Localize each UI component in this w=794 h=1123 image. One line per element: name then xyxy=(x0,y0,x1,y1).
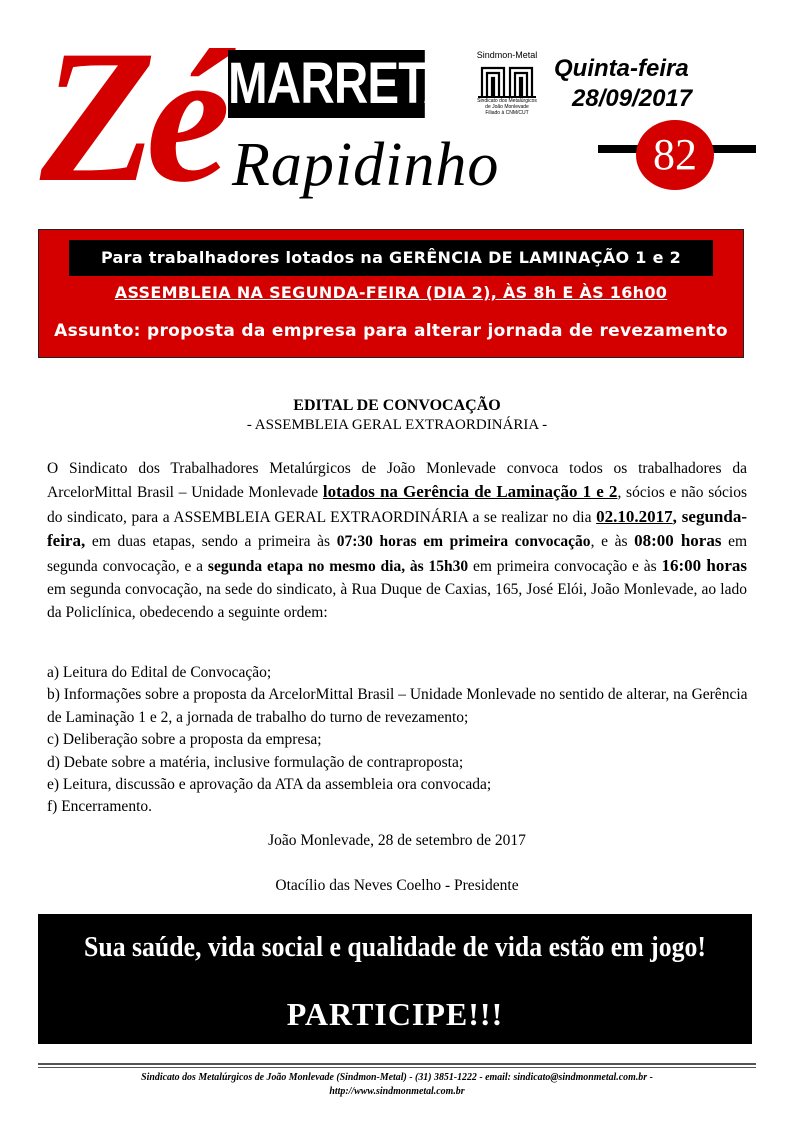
body-segment: em segunda convocação, e a xyxy=(47,533,748,575)
issue-date-value: 28/09/2017 xyxy=(572,85,693,112)
union-logo-subtitle-3: Filiado à CNM/CUT xyxy=(485,110,529,116)
union-logo-subtitle-2: de João Monlevade xyxy=(485,104,529,110)
assembly-notice: ASSEMBLEIA NA SEGUNDA-FEIRA (DIA 2), ÀS 8h E ÀS 16h00 xyxy=(114,283,668,302)
rapidinho-title: Rapidinho xyxy=(232,131,500,199)
body-segment: O Sindicato dos Trabalhadores Metalúrgicos de João Monlevade convoca todos os trabalhadores da ArcelorMittal Brasil – Unidade Monlevade xyxy=(47,460,747,502)
body-highlight-second-time: 08:00 horas xyxy=(634,531,722,551)
union-logo-subtitle xyxy=(468,98,546,116)
edital-subtitle: - ASSEMBLEIA GERAL EXTRAORDINÁRIA - xyxy=(246,417,548,433)
body-segment: , e às xyxy=(590,533,635,551)
union-logo-title: Sindmon-Metal xyxy=(476,50,538,60)
body-highlight-date: 02.10.2017 xyxy=(596,506,673,526)
union-emblem-icon xyxy=(478,62,536,98)
body-segment: em duas etapas, sendo a primeira às xyxy=(85,533,337,551)
body-highlight-first-time: 07:30 horas em primeira convocação xyxy=(336,533,591,551)
audience-strip: Para trabalhadores lotados na GERÊNCIA DE LAMINAÇÃO 1 e 2 xyxy=(69,240,713,276)
footer-contact: Sindicato dos Metalúrgicos de João Monlevade (Sindmon-Metal) - (31) 3851-1222 - email: sindicato@sindmonmetal.com.br - http://www.sindmonmetal.com.br xyxy=(141,1071,653,1097)
footer-rule-thin xyxy=(38,1067,756,1068)
call-to-action-banner xyxy=(38,914,752,1044)
agenda-item: f) Encerramento. xyxy=(47,798,152,816)
issue-weekday: Quinta-feira xyxy=(554,55,689,82)
body-segment: em segunda convocação, na sede do sindicato, à Rua Duque de Caxias, 165, José Elói, João Monlevade, ao lado da Policlínica, obedecendo a seguinte ordem: xyxy=(47,581,747,622)
body-segment: , sócios e não sócios do sindicato, para a ASSEMBLEIA GERAL EXTRAORDINÁRIA a se realizar no dia xyxy=(47,484,748,526)
union-logo xyxy=(468,50,546,120)
assembly-subject: Assunto: proposta da empresa para alterar jornada de revezamento xyxy=(54,321,728,341)
agenda-item: e) Leitura, discussão e aprovação da ATA da assembleia ora convocada; xyxy=(47,776,492,794)
ze-logo: Zé xyxy=(40,12,221,222)
edital-title: EDITAL DE CONVOCAÇÃO xyxy=(293,397,501,414)
cta-message: Sua saúde, vida social e qualidade de vida estão em jogo! xyxy=(84,932,706,963)
place-and-date: João Monlevade, 28 de setembro de 2017 xyxy=(268,832,526,849)
body-highlight-weekday: , segunda-feira, xyxy=(47,506,747,551)
announcement-banner xyxy=(38,229,744,358)
body-segment: em primeira convocação e às xyxy=(468,557,662,575)
body-highlight-second-stage: segunda etapa no mesmo dia, às 15h30 xyxy=(207,557,469,575)
body-highlight-final-time: 16:00 horas xyxy=(661,555,747,575)
agenda-list xyxy=(47,662,757,819)
issue-date xyxy=(548,52,728,118)
cta-participate: PARTICIPE!!! xyxy=(286,996,504,1032)
marreta-logo: MARRETA xyxy=(228,51,457,116)
edition-number-badge: 82 xyxy=(636,120,714,190)
agenda-item: d) Debate sobre a matéria, inclusive formulação de contraproposta; xyxy=(47,753,464,771)
edital-body xyxy=(47,457,747,625)
agenda-item: b) Informações sobre a proposta da ArcelorMittal Brasil – Unidade Monlevade no sentido de alterar, na Gerência de Laminação 1 e 2, a jornada de trabalho do turno de revezamento; xyxy=(47,686,748,726)
body-highlight-gerencia: lotados na Gerência de Laminação 1 e 2 xyxy=(322,482,618,502)
agenda-item: c) Deliberação sobre a proposta da empresa; xyxy=(47,731,322,749)
agenda-item: a) Leitura do Edital de Convocação; xyxy=(47,664,272,681)
union-logo-subtitle-1: Sindicato dos Metalúrgicos xyxy=(477,98,537,104)
footer-rule xyxy=(38,1063,756,1065)
signature: Otacílio das Neves Coelho - Presidente xyxy=(275,877,519,894)
